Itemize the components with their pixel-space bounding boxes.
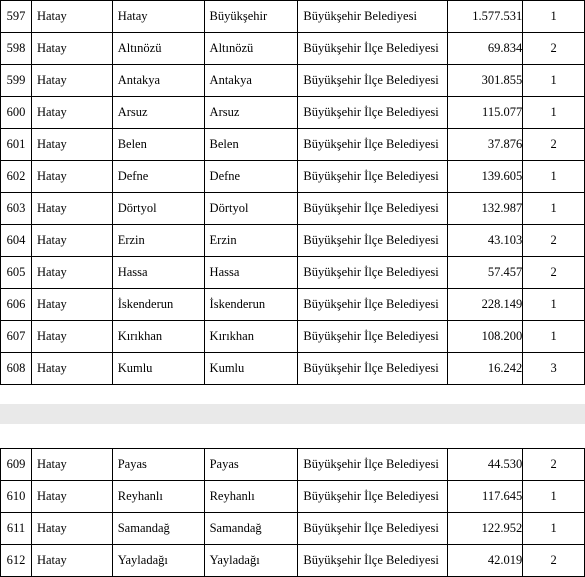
- province-cell: Hatay: [31, 65, 112, 97]
- municipality-name-cell: Reyhanlı: [112, 481, 204, 513]
- municipality-name-cell: Altınözü: [112, 33, 204, 65]
- class-cell: 1: [523, 513, 585, 545]
- class-cell: 2: [523, 33, 585, 65]
- municipality-name-cell: Dörtyol: [112, 193, 204, 225]
- table-body-page-1: [1, 1, 585, 385]
- municipality-name-cell: İskenderun: [112, 289, 204, 321]
- row-number-cell: 611: [1, 513, 32, 545]
- province-cell: Hatay: [31, 353, 112, 385]
- district-cell: Payas: [204, 449, 298, 481]
- class-cell: 1: [523, 481, 585, 513]
- municipality-table-page-2: [0, 448, 585, 577]
- district-cell: Hassa: [204, 257, 298, 289]
- row-number-cell: 598: [1, 33, 32, 65]
- municipality-type-cell: Büyükşehir İlçe Belediyesi: [298, 449, 448, 481]
- municipality-type-cell: Büyükşehir Belediyesi: [298, 1, 448, 33]
- municipality-type-cell: Büyükşehir İlçe Belediyesi: [298, 97, 448, 129]
- row-number-cell: 600: [1, 97, 32, 129]
- class-cell: 2: [523, 545, 585, 577]
- municipality-name-cell: Erzin: [112, 225, 204, 257]
- table-row: [1, 353, 585, 385]
- class-cell: 1: [523, 65, 585, 97]
- table-row: [1, 481, 585, 513]
- table-row: [1, 129, 585, 161]
- district-cell: Belen: [204, 129, 298, 161]
- population-cell: 1.577.531: [448, 1, 523, 33]
- population-cell: 301.855: [448, 65, 523, 97]
- class-cell: 1: [523, 1, 585, 33]
- municipality-name-cell: Arsuz: [112, 97, 204, 129]
- province-cell: Hatay: [31, 449, 112, 481]
- district-cell: Büyükşehir: [204, 1, 298, 33]
- row-number-cell: 607: [1, 321, 32, 353]
- page-break: [0, 404, 585, 424]
- province-cell: Hatay: [31, 97, 112, 129]
- table-row: [1, 513, 585, 545]
- population-cell: 42.019: [448, 545, 523, 577]
- row-number-cell: 602: [1, 161, 32, 193]
- province-cell: Hatay: [31, 321, 112, 353]
- province-cell: Hatay: [31, 1, 112, 33]
- class-cell: 1: [523, 289, 585, 321]
- class-cell: 1: [523, 193, 585, 225]
- municipality-type-cell: Büyükşehir İlçe Belediyesi: [298, 321, 448, 353]
- population-cell: 228.149: [448, 289, 523, 321]
- municipality-type-cell: Büyükşehir İlçe Belediyesi: [298, 129, 448, 161]
- row-number-cell: 597: [1, 1, 32, 33]
- table-row: [1, 33, 585, 65]
- row-number-cell: 612: [1, 545, 32, 577]
- municipality-name-cell: Kırıkhan: [112, 321, 204, 353]
- table-row: [1, 161, 585, 193]
- class-cell: 1: [523, 161, 585, 193]
- province-cell: Hatay: [31, 33, 112, 65]
- municipality-type-cell: Büyükşehir İlçe Belediyesi: [298, 257, 448, 289]
- district-cell: Yayladağı: [204, 545, 298, 577]
- municipality-name-cell: Belen: [112, 129, 204, 161]
- province-cell: Hatay: [31, 257, 112, 289]
- district-cell: Kırıkhan: [204, 321, 298, 353]
- row-number-cell: 608: [1, 353, 32, 385]
- municipality-name-cell: Yayladağı: [112, 545, 204, 577]
- table-row: [1, 65, 585, 97]
- municipality-type-cell: Büyükşehir İlçe Belediyesi: [298, 225, 448, 257]
- province-cell: Hatay: [31, 545, 112, 577]
- district-cell: Defne: [204, 161, 298, 193]
- population-cell: 16.242: [448, 353, 523, 385]
- municipality-name-cell: Hatay: [112, 1, 204, 33]
- row-number-cell: 603: [1, 193, 32, 225]
- municipality-type-cell: Büyükşehir İlçe Belediyesi: [298, 161, 448, 193]
- population-cell: 69.834: [448, 33, 523, 65]
- municipality-name-cell: Defne: [112, 161, 204, 193]
- table-row: [1, 449, 585, 481]
- municipality-name-cell: Payas: [112, 449, 204, 481]
- population-cell: 115.077: [448, 97, 523, 129]
- district-cell: Dörtyol: [204, 193, 298, 225]
- district-cell: Erzin: [204, 225, 298, 257]
- row-number-cell: 601: [1, 129, 32, 161]
- district-cell: Antakya: [204, 65, 298, 97]
- municipality-type-cell: Büyükşehir İlçe Belediyesi: [298, 193, 448, 225]
- table-row: [1, 289, 585, 321]
- row-number-cell: 610: [1, 481, 32, 513]
- table-row: [1, 193, 585, 225]
- population-cell: 44.530: [448, 449, 523, 481]
- municipality-name-cell: Antakya: [112, 65, 204, 97]
- municipality-type-cell: Büyükşehir İlçe Belediyesi: [298, 33, 448, 65]
- municipality-type-cell: Büyükşehir İlçe Belediyesi: [298, 65, 448, 97]
- district-cell: Kumlu: [204, 353, 298, 385]
- municipality-type-cell: Büyükşehir İlçe Belediyesi: [298, 289, 448, 321]
- district-cell: Arsuz: [204, 97, 298, 129]
- population-cell: 108.200: [448, 321, 523, 353]
- class-cell: 1: [523, 97, 585, 129]
- municipality-type-cell: Büyükşehir İlçe Belediyesi: [298, 545, 448, 577]
- population-cell: 57.457: [448, 257, 523, 289]
- table-row: [1, 321, 585, 353]
- municipality-name-cell: Samandağ: [112, 513, 204, 545]
- municipality-type-cell: Büyükşehir İlçe Belediyesi: [298, 513, 448, 545]
- population-cell: 139.605: [448, 161, 523, 193]
- population-cell: 122.952: [448, 513, 523, 545]
- province-cell: Hatay: [31, 193, 112, 225]
- table-row: [1, 257, 585, 289]
- class-cell: 3: [523, 353, 585, 385]
- row-number-cell: 606: [1, 289, 32, 321]
- district-cell: İskenderun: [204, 289, 298, 321]
- province-cell: Hatay: [31, 289, 112, 321]
- population-cell: 117.645: [448, 481, 523, 513]
- row-number-cell: 599: [1, 65, 32, 97]
- row-number-cell: 604: [1, 225, 32, 257]
- municipality-type-cell: Büyükşehir İlçe Belediyesi: [298, 481, 448, 513]
- class-cell: 1: [523, 321, 585, 353]
- municipality-type-cell: Büyükşehir İlçe Belediyesi: [298, 353, 448, 385]
- province-cell: Hatay: [31, 225, 112, 257]
- class-cell: 2: [523, 225, 585, 257]
- province-cell: Hatay: [31, 129, 112, 161]
- district-cell: Samandağ: [204, 513, 298, 545]
- class-cell: 2: [523, 449, 585, 481]
- table-row: [1, 97, 585, 129]
- row-number-cell: 609: [1, 449, 32, 481]
- province-cell: Hatay: [31, 513, 112, 545]
- population-cell: 43.103: [448, 225, 523, 257]
- class-cell: 2: [523, 257, 585, 289]
- class-cell: 2: [523, 129, 585, 161]
- population-cell: 132.987: [448, 193, 523, 225]
- row-number-cell: 605: [1, 257, 32, 289]
- municipality-name-cell: Hassa: [112, 257, 204, 289]
- municipality-name-cell: Kumlu: [112, 353, 204, 385]
- population-cell: 37.876: [448, 129, 523, 161]
- table-row: [1, 1, 585, 33]
- district-cell: Altınözü: [204, 33, 298, 65]
- table-body-page-2: [1, 449, 585, 577]
- table-row: [1, 545, 585, 577]
- province-cell: Hatay: [31, 481, 112, 513]
- province-cell: Hatay: [31, 161, 112, 193]
- table-row: [1, 225, 585, 257]
- district-cell: Reyhanlı: [204, 481, 298, 513]
